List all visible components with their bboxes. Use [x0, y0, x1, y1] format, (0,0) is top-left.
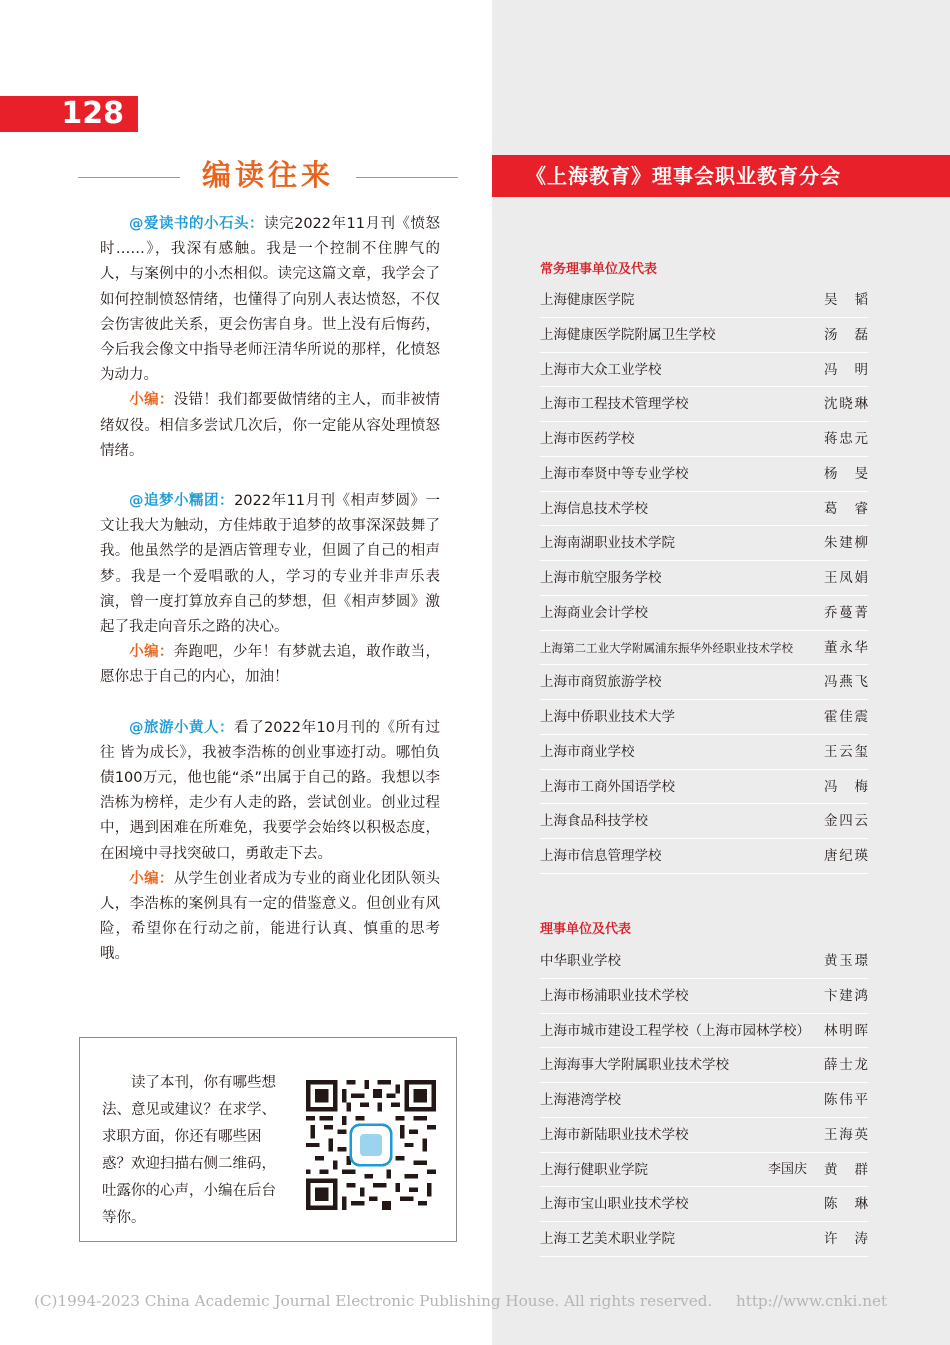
representative-name: 沈晓琳 [824, 396, 868, 413]
council-row [540, 422, 868, 457]
school-name: 上海南湖职业技术学院 [540, 535, 675, 552]
representative-name: 黄玉璟 [824, 953, 868, 969]
school-name: 上海健康医学院 [540, 292, 635, 308]
representative-name: 蒋忠元 [824, 431, 868, 447]
council-row [540, 1222, 868, 1257]
representative-name: 葛睿 [824, 500, 868, 517]
letter-author: @旅游小黄人： [129, 719, 235, 736]
school-name: 上海第二工业大学附属浦东振华外经职业技术学校 [540, 640, 793, 655]
letter-2 [100, 489, 440, 640]
representative-name: 唐纪瑛 [824, 848, 868, 864]
representative-name: 王云玺 [824, 743, 868, 760]
editor-reply-1 [100, 388, 440, 464]
school-name: 上海市工程技术管理学校 [540, 396, 689, 413]
council-row [540, 839, 868, 874]
council-row [540, 1083, 868, 1118]
council-row [540, 318, 868, 353]
council-row [540, 457, 868, 492]
council-row [540, 596, 868, 631]
school-name: 上海市宝山职业技术学校 [540, 1196, 689, 1213]
school-name: 上海市信息管理学校 [540, 848, 662, 864]
representative-name: 卞建鸿 [824, 987, 868, 1004]
representative-name: 冯燕飞 [824, 674, 868, 691]
representative-name: 冯明 [824, 361, 868, 378]
feedback-box [79, 1037, 457, 1242]
school-name: 上海市新陆职业技术学校 [540, 1126, 689, 1143]
council-row [540, 804, 868, 839]
council-row [540, 283, 868, 318]
member-list [540, 944, 868, 1257]
council-row [540, 665, 868, 700]
copyright-text: (C)1994-2023 China Academic Journal Electronic Publishing House. All rights reserved. [34, 1292, 713, 1310]
representative-name: 霍佳震 [824, 709, 868, 725]
footer-url[interactable]: http://www.cnki.net [735, 1292, 888, 1310]
representative-name: 许涛 [824, 1231, 868, 1247]
school-name: 上海市航空服务学校 [540, 570, 662, 586]
school-name: 上海中侨职业技术大学 [540, 709, 675, 725]
editor-label: 小编： [129, 644, 174, 661]
column-title-block [78, 152, 458, 198]
representative-name: 陈伟平 [824, 1092, 868, 1108]
council-row [540, 735, 868, 770]
editor-reply-2 [100, 640, 440, 690]
council-row [540, 1014, 868, 1049]
council-row [540, 1187, 868, 1222]
school-name: 上海食品科技学校 [540, 813, 648, 830]
editor-reply: 奔跑吧，少年！有梦就去追，敢作敢当，愿你忠于自己的内心，加油！ [100, 644, 441, 686]
council-row [540, 631, 868, 666]
editor-reply: 没错！我们都要做情绪的主人，而非被情绪奴役。相信多尝试几次后，你一定能从容处理愤怒情绪。 [100, 392, 441, 459]
school-name: 上海市商贸旅游学校 [540, 674, 662, 691]
school-name: 上海行健职业学院 [540, 1161, 648, 1178]
school-name: 上海市城市建设工程学校（上海市园林学校） [540, 1022, 810, 1039]
council-row [540, 526, 868, 561]
school-name: 上海健康医学院附属卫生学校 [540, 326, 716, 343]
spacer [100, 464, 440, 489]
letters-section [100, 212, 440, 968]
members-heading: 理事单位及代表 [540, 922, 632, 937]
representative-name: 杨旻 [824, 465, 868, 482]
council-row [540, 1118, 868, 1153]
council-row [540, 1153, 868, 1188]
school-name: 上海市杨浦职业技术学校 [540, 987, 689, 1004]
council-row [540, 561, 868, 596]
feedback-prompt: 读了本刊，你有哪些想法、意见或建议？在求学、求职方面，你还有哪些困惑？欢迎扫描右侧二维码，吐露你的心声，小编在后台等你。 [102, 1075, 276, 1226]
school-name: 上海市商业学校 [540, 743, 635, 760]
editor-label: 小编： [129, 392, 174, 409]
representative-name: 王海英 [824, 1126, 868, 1143]
letter-1 [100, 212, 440, 388]
editor-reply-3 [100, 867, 440, 968]
column-title: 编读往来 [201, 158, 334, 192]
letter-3 [100, 716, 440, 867]
representative-name: 黄群 [824, 1161, 868, 1178]
council-row [540, 387, 868, 422]
council-row [540, 353, 868, 388]
representative-name: 董永华 [824, 639, 868, 656]
representative-name: 乔蔓菁 [824, 604, 868, 621]
title-rule-right [356, 177, 458, 178]
school-name: 上海商业会计学校 [540, 604, 648, 621]
council-row [540, 1048, 868, 1083]
school-name: 上海港湾学校 [540, 1092, 621, 1108]
additional-representative: 李国庆 [768, 1161, 808, 1177]
letter-author: @追梦小糯团： [129, 493, 235, 510]
representative-name: 汤磊 [824, 326, 868, 343]
council-row [540, 979, 868, 1014]
representative-name: 金四云 [824, 813, 868, 830]
representative-name: 林明晖 [824, 1022, 868, 1039]
council-row [540, 944, 868, 979]
letter-body: 看了2022年10月刊的《所有过往 皆为成长》，我被李浩栋的创业事迹打动。哪怕负债100万元，他也能“杀”出属于自己的路。我想以李浩栋为榜样，走少有人走的路，尝试创业。创业过程中，遇到困难在所难免，我要学会始终以积极态度，在困境中寻找突破口，勇敢走下去。 [100, 719, 440, 862]
standing-member-list [540, 283, 868, 874]
school-name: 上海市医药学校 [540, 431, 635, 447]
representative-name: 朱建柳 [824, 535, 868, 552]
letter-author: @爱读书的小石头： [129, 216, 265, 232]
school-name: 上海市奉贤中等专业学校 [540, 465, 689, 482]
council-row [540, 770, 868, 805]
letter-body: 2022年11月刊《相声梦圆》一文让我大为触动，方佳炜敢于追梦的故事深深鼓舞了我。他虽然学的是酒店管理专业，但圆了自己的相声梦。我是一个爱唱歌的人，学习的专业并非声乐表演，曾一度打算放弃自己的梦想，但《相声梦圆》激起了我走向音乐之路的决心。 [100, 493, 440, 636]
representative-name: 王凤娟 [824, 570, 868, 586]
council-title: 《上海教育》理事会职业教育分会 [492, 155, 950, 197]
representative-name: 冯梅 [824, 778, 868, 795]
council-row [540, 492, 868, 527]
qr-code-icon[interactable] [306, 1080, 436, 1210]
school-name: 上海市工商外国语学校 [540, 778, 675, 795]
school-name: 上海市大众工业学校 [540, 361, 662, 378]
copyright-footer [34, 1292, 914, 1310]
school-name: 中华职业学校 [540, 953, 621, 969]
school-name: 上海海事大学附属职业技术学校 [540, 1057, 729, 1074]
representative-name: 吴韬 [824, 292, 868, 308]
school-name: 上海工艺美术职业学院 [540, 1231, 675, 1247]
representative-name: 陈琳 [824, 1196, 868, 1213]
editor-label: 小编： [129, 870, 174, 887]
standing-heading: 常务理事单位及代表 [540, 262, 658, 277]
school-name: 上海信息技术学校 [540, 500, 648, 517]
editor-reply: 从学生创业者成为专业的商业化团队领头人，李浩栋的案例具有一定的借鉴意义。但创业有风险，希望你在行动之前，能进行认真、慎重的思考哦。 [100, 870, 441, 963]
council-row [540, 700, 868, 735]
representative-name: 薛士龙 [824, 1057, 868, 1074]
spacer [100, 691, 440, 716]
page-number: 128 [0, 96, 138, 132]
letter-body: 读完2022年11月刊《愤怒时……》，我深有感触。我是一个控制不住脾气的人，与案例中的小杰相似。读完这篇文章，我学会了如何控制愤怒情绪，也懂得了向别人表达愤怒，不仅会伤害彼此关系，更会伤害自身。世上没有后悔药，今后我会像文中指导老师汪清华所说的那样，化愤怒为动力。 [100, 216, 440, 384]
